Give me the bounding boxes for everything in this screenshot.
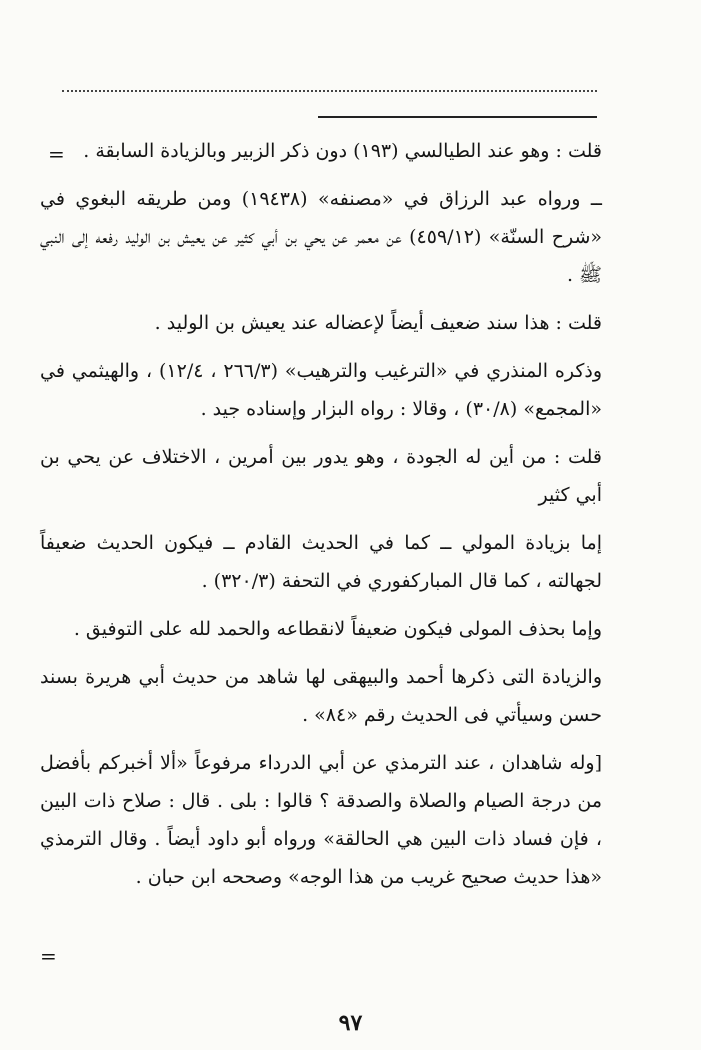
header-dotted-rule: [62, 90, 597, 92]
paragraph-3: قلت : هذا سند ضعيف أيضاً لإعضاله عند يعيش بن الوليد .: [154, 312, 602, 334]
continuation-mark-bottom: =: [40, 944, 57, 968]
paragraph-9: [وله شاهدان ، عند الترمذي عن أبي الدرداء مرفوعاً «ألا أخبركم بأفضل من درجة الصيام والصلاة والصدقة ؟ قالوا : بلى . قال : صلاح ذات البين ، فإن فساد ذات البين هي الحالقة» ورواه أبو داود أيضاً . وقال الترمذي «هذا حديث صحيح غريب من هذا الوجه» وصححه ابن حبان .: [40, 752, 602, 888]
page-number: ٩٧: [338, 1010, 363, 1036]
page-body: [40, 132, 602, 906]
paragraph-1: قلت : وهو عند الطيالسي (١٩٣) دون ذكر الزبير وبالزيادة السابقة .: [83, 140, 602, 162]
paragraph-5: قلت : من أين له الجودة ، وهو يدور بين أمرين ، الاختلاف عن يحي بن أبي كثير: [40, 446, 602, 506]
paragraph-8: والزيادة التى ذكرها أحمد والبيهقى لها شاهد من حديث أبي هريرة بسند حسن وسيأتي فى الحديث رقم «٨٤» .: [40, 666, 602, 726]
header-solid-rule: [318, 116, 597, 118]
paragraph-2: ــ ورواه عبد الرزاق في «مصنفه» (١٩٤٣٨) ومن طريقه البغوي في «شرح السنّة» (٤٥٩/١٢) عن معمر عن يحي بن أبي كثير عن يعيش بن الوليد رفعه إلى النبي ﷺ .: [40, 188, 603, 286]
paragraph-6: إما بزيادة المولي ــ كما في الحديث القادم ــ فيكون الحديث ضعيفاً لجهالته ، كما قال المباركفوري في التحفة (٣٢٠/٣) .: [40, 532, 602, 592]
paragraph-4: وذكره المنذري في «الترغيب والترهيب» (٢٦٦/٣ ، ١٢/٤) ، والهيثمي في «المجمع» (٣٠/٨) ، وقالا : رواه البزار وإسناده جيد .: [40, 360, 603, 420]
paragraph-7: وإما بحذف المولى فيكون ضعيفاً لانقطاعه والحمد لله على التوفيق .: [73, 618, 602, 640]
continuation-mark-top: =: [48, 142, 65, 166]
